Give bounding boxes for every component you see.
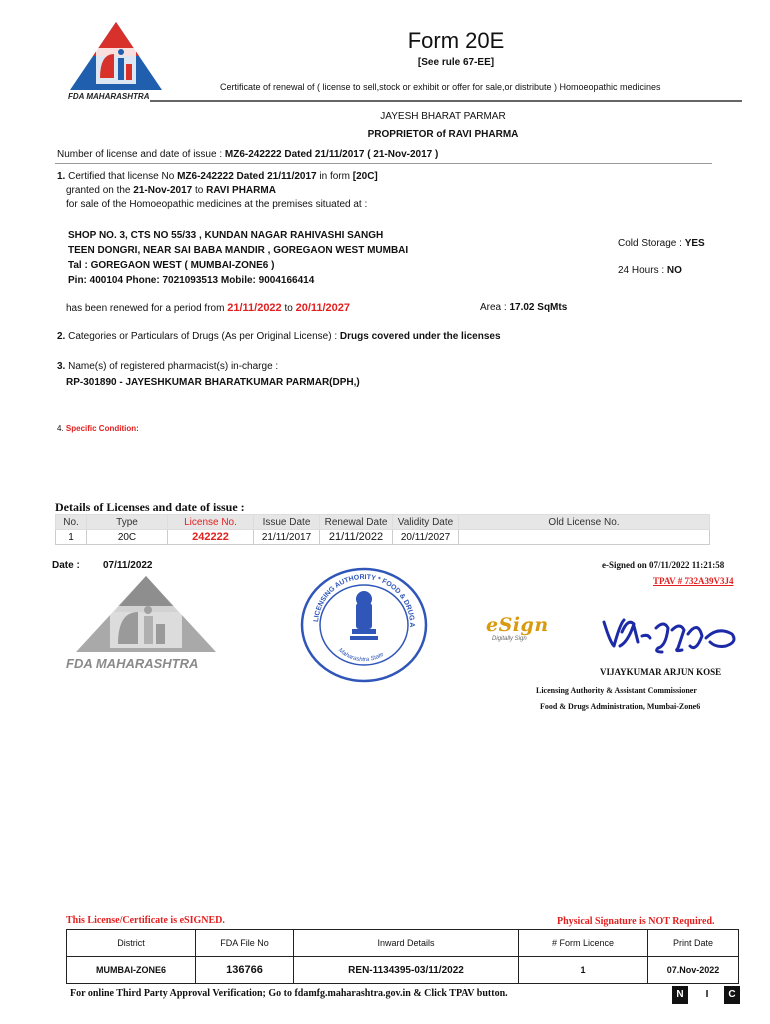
license-line-label: Number of license and date of issue : — [57, 149, 225, 160]
item1-license: MZ6-242222 Dated 21/11/2017 — [177, 171, 317, 182]
renewal-line — [66, 302, 350, 314]
signature-graphic — [598, 612, 744, 658]
footer-district: MUMBAI-ZONE6 — [67, 957, 196, 984]
cell-renewal-date: 21/11/2022 — [320, 530, 393, 545]
item1-form: [20C] — [352, 171, 378, 182]
col-no: No. — [56, 515, 87, 530]
seal-top-text: LICENSING AUTHORITY * FOOD & DRUG A — [313, 573, 416, 628]
badge-c: C — [724, 986, 740, 1004]
cold-storage-label: Cold Storage : — [618, 238, 685, 249]
proprietor-line: PROPRIETOR of RAVI PHARMA — [367, 129, 519, 140]
esign-tag: Digitally Sign — [492, 636, 527, 642]
tpav-number[interactable]: TPAV # 732A39V3J4 — [653, 576, 734, 586]
footer-file-no: 136766 — [196, 957, 294, 984]
seal-bottom-text: Maharashtra State — [337, 647, 386, 664]
signer-designation2: Food & Drugs Administration, Mumbai-Zone6 — [540, 702, 701, 711]
badge-i: I — [705, 989, 709, 1000]
verification-line: For online Third Party Approval Verification; Go to fdamfg.maharashtra.gov.in & Click TPAV button. — [70, 988, 508, 999]
item2 — [57, 331, 501, 342]
date-value: 07/11/2022 — [103, 560, 153, 571]
cell-license-no: 242222 — [168, 530, 254, 545]
fda-logo-top-caption: FDA MAHARASHTRA — [68, 92, 150, 101]
item1-line1 — [57, 171, 378, 182]
area — [480, 302, 567, 313]
col-validity-date: Validity Date — [393, 515, 459, 530]
item4-number: 4. — [57, 424, 66, 433]
licenses-table — [55, 514, 710, 545]
footer-col-file-no: FDA File No — [196, 930, 294, 957]
renewal-label: has been renewed for a period from — [66, 303, 228, 314]
item2-label: Categories or Particulars of Drugs (As per Original License) : — [65, 331, 340, 342]
license-line-divider — [55, 163, 712, 164]
cell-issue-date: 21/11/2017 — [254, 530, 320, 545]
address-line3: Tal : GOREGAON WEST ( MUMBAI-ZONE6 ) — [68, 260, 275, 271]
item1-line2 — [66, 185, 276, 196]
renewal-to: 20/11/2027 — [295, 302, 351, 314]
footer-print-date: 07.Nov-2022 — [648, 957, 739, 984]
address-line2: TEEN DONGRI, NEAR SAI BABA MANDIR , GOREGAON WEST MUMBAI — [68, 245, 409, 256]
esign-logo — [486, 614, 566, 654]
signer-designation1: Licensing Authority & Assistant Commissioner — [536, 686, 697, 695]
address-block — [68, 228, 408, 288]
badge-n: N — [672, 986, 688, 1004]
form-title: Form 20E — [407, 28, 505, 53]
footer-col-form-licence: # Form Licence — [519, 930, 648, 957]
footer-form-licence: 1 — [519, 957, 648, 984]
details-title: Details of Licenses and date of issue : — [55, 500, 245, 514]
nic-badges — [672, 986, 742, 1004]
item1-l2-mid: to — [192, 185, 207, 196]
licenses-table-header — [56, 515, 710, 530]
cell-validity-date: 20/11/2027 — [393, 530, 459, 545]
cell-type: 20C — [87, 530, 168, 545]
footer-table — [66, 929, 739, 984]
hours-label: 24 Hours : — [618, 265, 667, 276]
col-old-license: Old License No. — [459, 515, 710, 530]
fda-seal-graphic — [296, 563, 432, 687]
license-line — [57, 149, 438, 160]
table-row — [56, 530, 710, 545]
cell-old-license — [459, 530, 710, 545]
renewal-to-label: to — [281, 303, 296, 314]
esigned-note: This License/Certificate is eSIGNED. — [66, 915, 225, 926]
license-line-value: MZ6-242222 Dated 21/11/2017 ( 21-Nov-2017 ) — [224, 149, 439, 160]
signer-name: VIJAYKUMAR ARJUN KOSE — [600, 667, 722, 677]
esign-word: eSign — [486, 614, 549, 636]
item2-value: Drugs covered under the licenses — [339, 331, 501, 342]
physical-signature-note: Physical Signature is NOT Required. — [557, 916, 715, 927]
holder-name: JAYESH BHARAT PARMAR — [380, 111, 506, 122]
cell-no: 1 — [56, 530, 87, 545]
item1-l1-mid: in form — [316, 171, 353, 182]
specific-condition-label: Specific Condition: — [65, 424, 139, 433]
fda-logo-bottom — [66, 572, 226, 672]
item1-granted-date: 21-Nov-2017 — [133, 185, 193, 196]
fda-logo-bottom-caption: FDA MAHARASHTRA — [66, 656, 199, 671]
item3-number: 3. — [57, 361, 66, 372]
col-license-no: License No. — [168, 515, 254, 530]
cold-storage — [618, 238, 705, 249]
pharmacist-value: RP-301890 - JAYESHKUMAR BHARATKUMAR PARMAR(DPH,) — [66, 377, 360, 388]
item4 — [57, 424, 139, 433]
footer-inward: REN-1134395-03/11/2022 — [294, 957, 519, 984]
item1-number: 1. — [57, 171, 66, 182]
footer-table-header — [67, 930, 739, 957]
col-renewal-date: Renewal Date — [320, 515, 393, 530]
item3 — [57, 361, 278, 372]
item1-name: RAVI PHARMA — [206, 185, 276, 196]
col-type: Type — [87, 515, 168, 530]
col-issue-date: Issue Date — [254, 515, 320, 530]
footer-col-inward: Inward Details — [294, 930, 519, 957]
handwritten-signature — [598, 612, 744, 658]
footer-col-print-date: Print Date — [648, 930, 739, 957]
fda-seal-stamp — [296, 563, 432, 687]
table-row — [67, 957, 739, 984]
cold-storage-value: YES — [684, 238, 705, 249]
item2-number: 2. — [57, 331, 66, 342]
header-divider — [150, 100, 742, 102]
date-label: Date : — [52, 560, 80, 571]
form-rule: [See rule 67-EE] — [417, 57, 495, 68]
address-line1: SHOP NO. 3, CTS NO 55/33 , KUNDAN NAGAR RAHIVASHI SANGH — [68, 230, 384, 241]
certificate-line: Certificate of renewal of ( license to sell,stock or exhibit or offer for sale,or distribute ) Homoeopathic medicines — [220, 82, 661, 92]
renewal-from: 21/11/2022 — [227, 302, 282, 314]
address-line4: Pin: 400104 Phone: 7021093513 Mobile: 9004166414 — [68, 275, 315, 286]
hours-value: NO — [666, 265, 682, 276]
esigned-on: e-Signed on 07/11/2022 11:21:58 — [602, 560, 725, 570]
footer-col-district: District — [67, 930, 196, 957]
area-value: 17.02 SqMts — [509, 302, 568, 313]
item1-l1-prefix: Certified that license No — [65, 171, 178, 182]
item1-line3: for sale of the Homoeopathic medicines at the premises situated at : — [66, 199, 368, 210]
hours-24 — [618, 265, 682, 276]
item3-label: Name(s) of registered pharmacist(s) in-charge : — [65, 361, 279, 372]
area-label: Area : — [480, 302, 510, 313]
item1-l2-prefix: granted on the — [66, 185, 134, 196]
